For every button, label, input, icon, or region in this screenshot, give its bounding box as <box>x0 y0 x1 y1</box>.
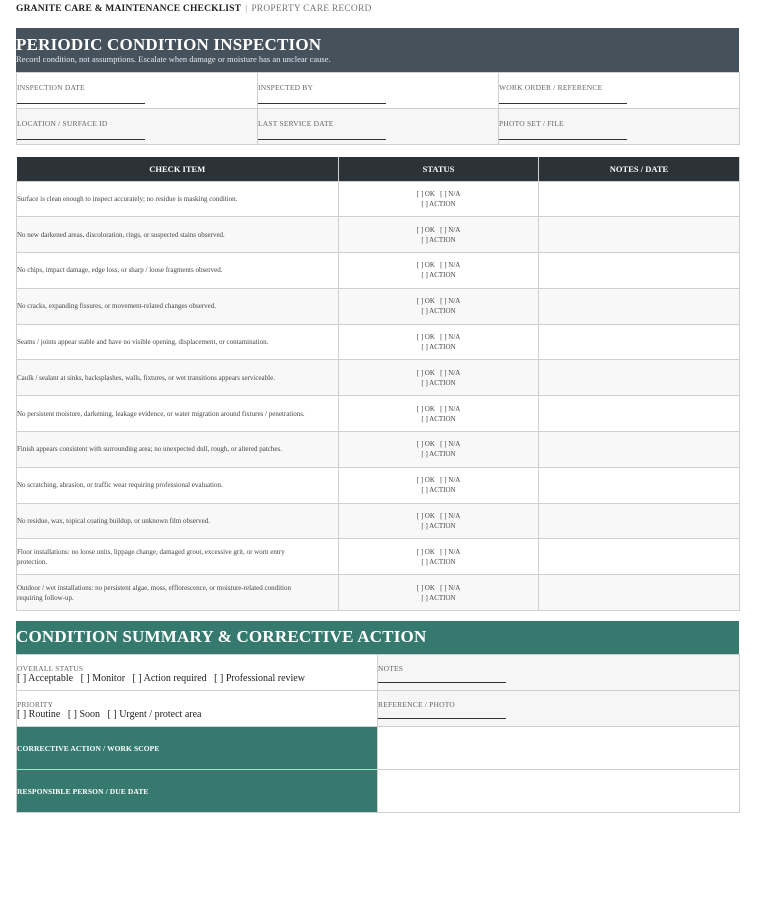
notes-date-field[interactable] <box>539 575 740 611</box>
notes-date-field[interactable] <box>539 539 740 575</box>
status-action[interactable]: [ ] ACTION <box>421 450 456 459</box>
status-action[interactable]: [ ] ACTION <box>421 557 456 566</box>
status-options[interactable] <box>339 575 539 611</box>
checklist-row <box>17 253 740 289</box>
checklist-row <box>17 467 740 503</box>
corrective-action-label: CORRECTIVE ACTION / WORK SCOPE <box>17 727 378 770</box>
column-header-status: STATUS <box>339 157 539 181</box>
reference-input-line[interactable] <box>378 718 506 719</box>
input-line[interactable] <box>499 103 627 104</box>
check-item-text: No new darkened areas, discoloration, rings, or suspected stains observed. <box>17 217 339 253</box>
checklist-header-row <box>17 157 740 181</box>
notes-cell[interactable] <box>378 655 740 691</box>
status-ok-na[interactable]: [ ] OK [ ] N/A <box>416 404 461 413</box>
status-options[interactable] <box>339 181 539 217</box>
notes-date-field[interactable] <box>539 288 740 324</box>
status-ok-na[interactable]: [ ] OK [ ] N/A <box>416 476 461 485</box>
reference-label: REFERENCE / PHOTO <box>378 700 456 709</box>
status-ok-na[interactable]: [ ] OK [ ] N/A <box>416 368 461 377</box>
inspection-subtitle: Record condition, not assumptions. Escalate when damage or moisture has an unclear cause. <box>16 54 331 64</box>
check-item-text: Floor installations: no loose units, lippage change, damaged grout, excessive grit, or worn entry protection. <box>17 539 339 575</box>
meta-field[interactable] <box>258 109 499 145</box>
priority-cell <box>17 691 378 727</box>
meta-label: INSPECTION DATE <box>17 83 85 92</box>
checklist-body <box>17 181 740 611</box>
corrective-action-field[interactable] <box>378 727 740 770</box>
summary-row <box>17 727 740 770</box>
status-options[interactable] <box>339 217 539 253</box>
status-options[interactable] <box>339 360 539 396</box>
meta-label: INSPECTED BY <box>258 83 314 92</box>
status-options[interactable] <box>339 396 539 432</box>
inspection-section-header <box>16 28 739 72</box>
checklist-row <box>17 181 740 217</box>
status-action[interactable]: [ ] ACTION <box>421 343 456 352</box>
status-ok-na[interactable]: [ ] OK [ ] N/A <box>416 333 461 342</box>
document-header <box>16 4 372 14</box>
meta-field[interactable] <box>258 73 499 109</box>
status-action[interactable]: [ ] ACTION <box>421 235 456 244</box>
status-ok-na[interactable]: [ ] OK [ ] N/A <box>416 261 461 270</box>
responsible-person-field[interactable] <box>378 770 740 813</box>
status-ok-na[interactable]: [ ] OK [ ] N/A <box>416 512 461 521</box>
notes-date-field[interactable] <box>539 396 740 432</box>
priority-label: PRIORITY <box>17 700 54 709</box>
status-ok-na[interactable]: [ ] OK [ ] N/A <box>416 297 461 306</box>
notes-date-field[interactable] <box>539 253 740 289</box>
status-options[interactable] <box>339 288 539 324</box>
notes-label: NOTES <box>378 664 404 673</box>
meta-field[interactable] <box>499 73 740 109</box>
notes-date-field[interactable] <box>539 217 740 253</box>
summary-section-header <box>16 621 739 654</box>
status-options[interactable] <box>339 432 539 468</box>
input-line[interactable] <box>258 103 386 104</box>
meta-field[interactable] <box>17 109 258 145</box>
checklist-row <box>17 360 740 396</box>
responsible-person-label: RESPONSIBLE PERSON / DUE DATE <box>17 770 378 813</box>
column-header-check-item: CHECK ITEM <box>17 157 339 181</box>
meta-label: PHOTO SET / FILE <box>499 119 564 128</box>
meta-label: WORK ORDER / REFERENCE <box>499 83 603 92</box>
status-options[interactable] <box>339 253 539 289</box>
column-header-notes: NOTES / DATE <box>539 157 740 181</box>
summary-row <box>17 770 740 813</box>
check-item-text: Finish appears consistent with surrounding area; no unexpected dull, rough, or altered patches. <box>17 432 339 468</box>
meta-field[interactable] <box>499 109 740 145</box>
status-options[interactable] <box>339 324 539 360</box>
input-line[interactable] <box>258 139 386 140</box>
checklist-row <box>17 396 740 432</box>
status-ok-na[interactable]: [ ] OK [ ] N/A <box>416 583 461 592</box>
status-action[interactable]: [ ] ACTION <box>421 307 456 316</box>
status-action[interactable]: [ ] ACTION <box>421 414 456 423</box>
reference-cell[interactable] <box>378 691 740 727</box>
meta-field[interactable] <box>17 73 258 109</box>
checklist-table <box>16 157 740 611</box>
notes-date-field[interactable] <box>539 503 740 539</box>
status-action[interactable]: [ ] ACTION <box>421 271 456 280</box>
check-item-text: Seams / joints appear stable and have no visible opening, displacement, or contamination. <box>17 324 339 360</box>
overall-status-options[interactable]: [ ] Acceptable [ ] Monitor [ ] Action required [ ] Professional review <box>17 673 305 684</box>
checklist-row <box>17 288 740 324</box>
check-item-text: No scratching, abrasion, or traffic wear requiring professional evaluation. <box>17 467 339 503</box>
document-title: GRANITE CARE & MAINTENANCE CHECKLIST <box>16 4 242 14</box>
overall-status-label: OVERALL STATUS <box>17 664 84 673</box>
summary-row <box>17 691 740 727</box>
checklist-row <box>17 217 740 253</box>
overall-status-cell <box>17 655 378 691</box>
status-ok-na[interactable]: [ ] OK [ ] N/A <box>416 189 461 198</box>
status-ok-na[interactable]: [ ] OK [ ] N/A <box>416 547 461 556</box>
status-ok-na[interactable]: [ ] OK [ ] N/A <box>416 225 461 234</box>
status-action[interactable]: [ ] ACTION <box>421 378 456 387</box>
check-item-text: No persistent moisture, darkening, leakage evidence, or water migration around fixtures / penetrations. <box>17 396 339 432</box>
check-item-text: No cracks, expanding fissures, or movement-related changes observed. <box>17 288 339 324</box>
priority-options[interactable]: [ ] Routine [ ] Soon [ ] Urgent / protect area <box>17 709 202 720</box>
summary-title: CONDITION SUMMARY & CORRECTIVE ACTION <box>16 627 427 646</box>
input-line[interactable] <box>17 139 145 140</box>
notes-date-field[interactable] <box>539 432 740 468</box>
notes-date-field[interactable] <box>539 324 740 360</box>
checklist-row <box>17 539 740 575</box>
status-options[interactable] <box>339 539 539 575</box>
notes-date-field[interactable] <box>539 467 740 503</box>
status-ok-na[interactable]: [ ] OK [ ] N/A <box>416 440 461 449</box>
summary-table <box>16 654 740 813</box>
input-line[interactable] <box>499 139 627 140</box>
notes-date-field[interactable] <box>539 181 740 217</box>
status-action[interactable]: [ ] ACTION <box>421 593 456 602</box>
checklist-row <box>17 432 740 468</box>
status-action[interactable]: [ ] ACTION <box>421 199 456 208</box>
status-options[interactable] <box>339 467 539 503</box>
inspection-title: PERIODIC CONDITION INSPECTION <box>16 35 322 54</box>
meta-label: LOCATION / SURFACE ID <box>17 119 108 128</box>
checklist-row <box>17 575 740 611</box>
status-action[interactable]: [ ] ACTION <box>421 486 456 495</box>
meta-label: LAST SERVICE DATE <box>258 119 334 128</box>
check-item-text: Caulk / sealant at sinks, backsplashes, walls, fixtures, or wet transitions appears serviceable. <box>17 360 339 396</box>
inspection-meta-table <box>16 72 740 145</box>
check-item-text: No residue, wax, topical coating buildup, or unknown film observed. <box>17 503 339 539</box>
meta-row <box>17 73 740 109</box>
status-action[interactable]: [ ] ACTION <box>421 522 456 531</box>
summary-row <box>17 655 740 691</box>
check-item-text: Outdoor / wet installations: no persistent algae, moss, efflorescence, or moisture-related condition requiring follow-up. <box>17 575 339 611</box>
checklist-row <box>17 503 740 539</box>
meta-row <box>17 109 740 145</box>
document-subtitle: PROPERTY CARE RECORD <box>251 4 372 14</box>
notes-date-field[interactable] <box>539 360 740 396</box>
notes-input-line[interactable] <box>378 682 506 683</box>
check-item-text: No chips, impact damage, edge loss, or sharp / loose fragments observed. <box>17 253 339 289</box>
check-item-text: Surface is clean enough to inspect accurately; no residue is masking condition. <box>17 181 339 217</box>
checklist-row <box>17 324 740 360</box>
status-options[interactable] <box>339 503 539 539</box>
header-separator: | <box>245 4 248 14</box>
input-line[interactable] <box>17 103 145 104</box>
